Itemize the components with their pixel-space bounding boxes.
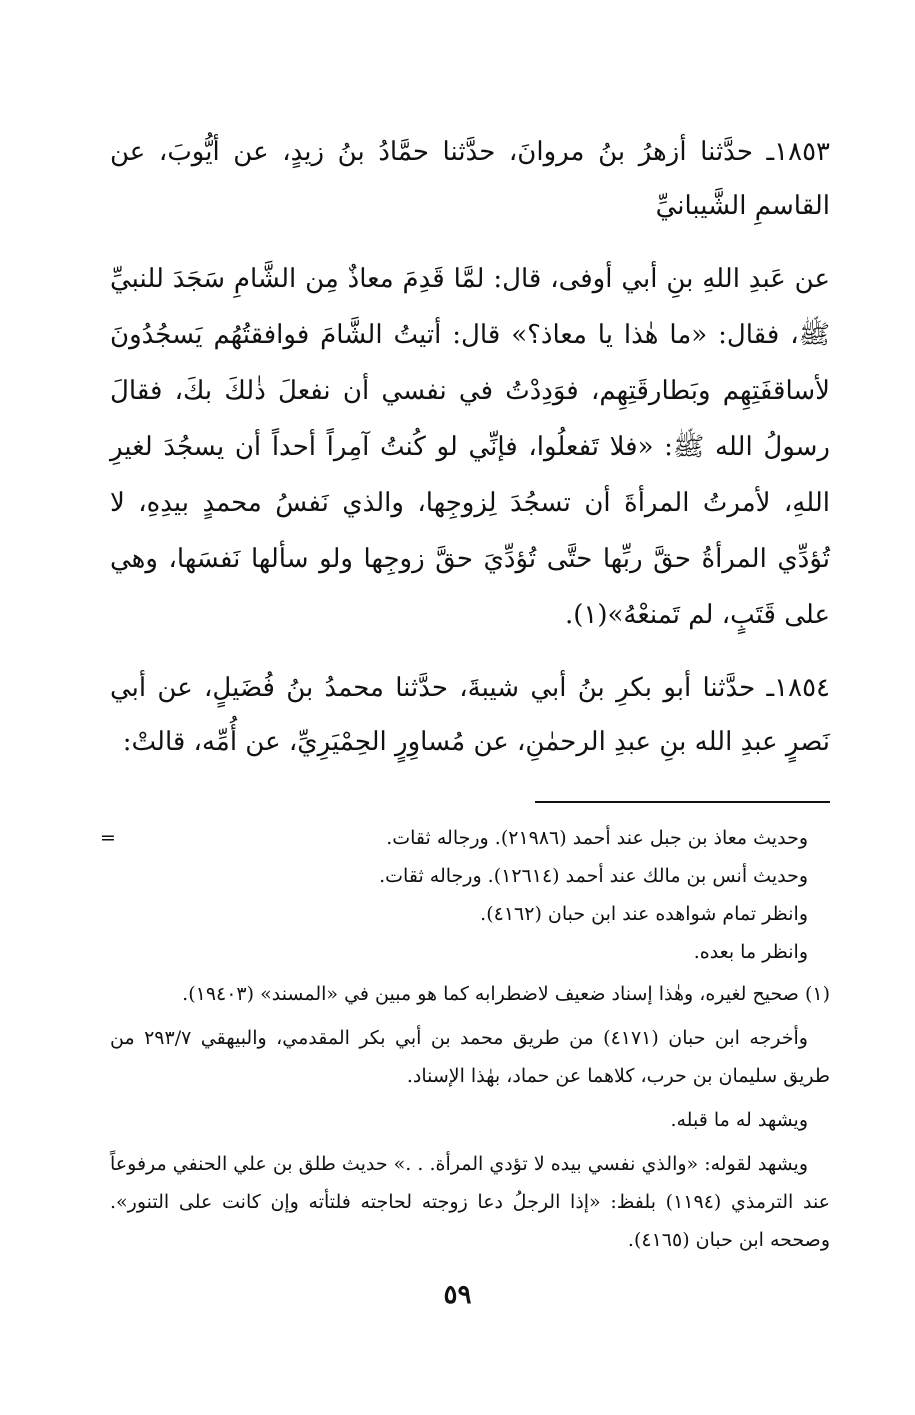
hadith-1853-matn: عن عَبدِ اللهِ بنِ أبي أوفى، قال: لمَّا قَدِمَ معاذٌ مِن الشَّامِ سَجَدَ للنبيِّ ﷺ، فقال: «ما هٰذا يا معاذ؟» قال: أتيتُ الشَّامَ فوافقتُهُم يَسجُدُونَ لأساقفَتِهِم وبَطارقَتِهِم، فوَدِدْتُ في نفسي أن نفعلَ ذٰلكَ بكَ، فقالَ رسولُ الله ﷺ: «فلا تَفعلُوا، فإنِّي لو كُنتُ آمِراً أحداً أن يسجُدَ لغيرِ اللهِ، لأمرتُ المرأةَ أن تسجُدَ لِزوجِها، والذي نَفسُ محمدٍ بيدِهِ، لا تُؤدِّي المرأةُ حقَّ ربِّها حتَّى تُؤدِّيَ حقَّ زوجِها ولو سألها نَفسَها، وهي على قَتَبٍ، لم تَمنعْهُ»(١).: [110, 264, 830, 630]
page-body: [100, 125, 831, 1259]
footnote-paragraph: وأخرجه ابن حبان (٤١٧١) من طريق محمد بن أبي بكر المقدمي، والبيهقي ٢٩٣/٧ من طريق سليمان بن حرب، كلاهما عن حماد، بهٰذا الإسناد.: [110, 1027, 830, 1087]
hadith-1853: [110, 125, 830, 643]
footnote-line: وحديث معاذ بن جبل عند أحمد (٢١٩٨٦). ورجاله ثقات.: [386, 827, 808, 849]
footnote-paragraph: ويشهد له ما قبله.: [670, 1109, 808, 1131]
continuation-mark: =: [100, 827, 116, 849]
footnote-separator: [535, 801, 830, 803]
footnote-line: وانظر تمام شواهده عند ابن حبان (٤١٦٢).: [480, 903, 808, 925]
footnote-paragraph: ويشهد لقوله: «والذي نفسي بيده لا تؤدي المرأة. . .» حديث طلق بن علي الحنفي مرفوعاً عند الترمذي (١١٩٤) بلفظ: «إذا الرجلُ دعا زوجته لحاجته فلتأته وإن كانت على التنور». وصححه ابن حبان (٤١٦٥).: [110, 1153, 831, 1251]
hadith-1854-chain: ١٨٥٤ـ حدَّثنا أبو بكرِ بنُ أبي شيبةَ، حدَّثنا محمدُ بنُ فُضَيلٍ، عن أبي نَصرٍ عبدِ الله بنِ عبدِ الرحمٰنِ، عن مُساوِرٍ الحِمْيَرِيِّ، عن أُمِّه، قالتْ:: [110, 673, 830, 757]
footnote-continuation: [100, 819, 830, 971]
footnote-line: وانظر ما بعده.: [693, 941, 808, 963]
hadith-1854: [110, 661, 830, 769]
footnotes: [100, 819, 831, 1259]
footnote-line: وحديث أنس بن مالك عند أحمد (١٢٦١٤). ورجاله ثقات.: [379, 865, 808, 887]
footnote-separator-wrap: [110, 787, 830, 819]
hadith-1853-chain: ١٨٥٣ـ حدَّثنا أزهرُ بنُ مروانَ، حدَّثنا حمَّادُ بنُ زيدٍ، عن أيُّوبَ، عن القاسمِ الشَّيبانيِّ: [110, 137, 830, 221]
footnote-1: (١) صحيح لغيره، وهٰذا إسناد ضعيف لاضطرابه كما هو مبين في «المسند» (١٩٤٠٣).: [182, 983, 830, 1005]
page-number: ٥٩: [443, 1280, 472, 1310]
